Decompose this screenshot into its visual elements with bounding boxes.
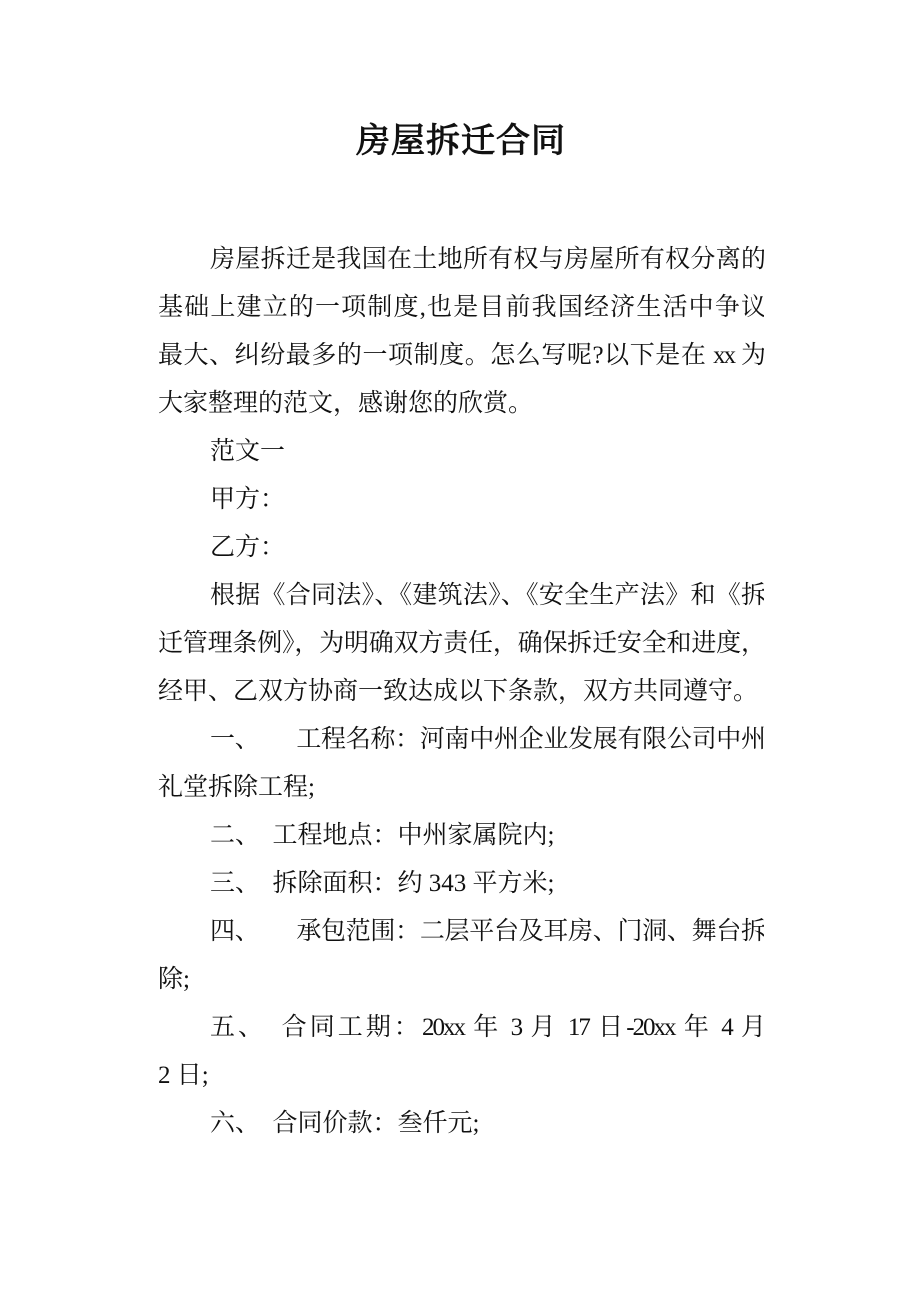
document-title: 房屋拆迁合同: [356, 123, 566, 160]
text-line: 甲方：: [210, 486, 286, 513]
text-line: 三、 拆除面积：约 343 平方米;: [210, 870, 555, 897]
text-line: 2 日;: [158, 1062, 209, 1089]
document-body: [158, 236, 764, 1148]
text-line: 五、 合同工期：20xx 年 3 月 17 日-20xx 年 4 月: [210, 1014, 764, 1041]
text-line: 房屋拆迁是我国在土地所有权与房屋所有权分离的: [210, 246, 764, 273]
text-line: 四、 承包范围：二层平台及耳房、门洞、舞台拆: [210, 918, 764, 945]
text-line: 六、 合同价款：叁仟元;: [210, 1110, 480, 1137]
text-line: 礼堂拆除工程;: [158, 774, 315, 801]
text-line: 范文一: [210, 438, 286, 465]
text-line: 根据《合同法》、《建筑法》、《安全生产法》和《拆: [210, 582, 764, 609]
text-line: 二、 工程地点：中州家属院内;: [210, 822, 555, 849]
text-line: 经甲、乙双方协商一致达成以下条款，双方共同遵守。: [158, 678, 759, 705]
text-line: 除;: [158, 966, 190, 993]
text-line: 基础上建立的一项制度,也是目前我国经济生活中争议: [158, 294, 764, 321]
text-line: 大家整理的范文，感谢您的欣赏。: [158, 390, 534, 417]
text-line: 迁管理条例》，为明确双方责任，确保拆迁安全和进度，: [158, 630, 764, 657]
text-line: 最大、纠纷最多的一项制度。怎么写呢?以下是在 xx 为: [158, 342, 764, 369]
text-line: 乙方：: [210, 534, 286, 561]
text-line: 一、 工程名称：河南中州企业发展有限公司中州: [210, 726, 764, 753]
